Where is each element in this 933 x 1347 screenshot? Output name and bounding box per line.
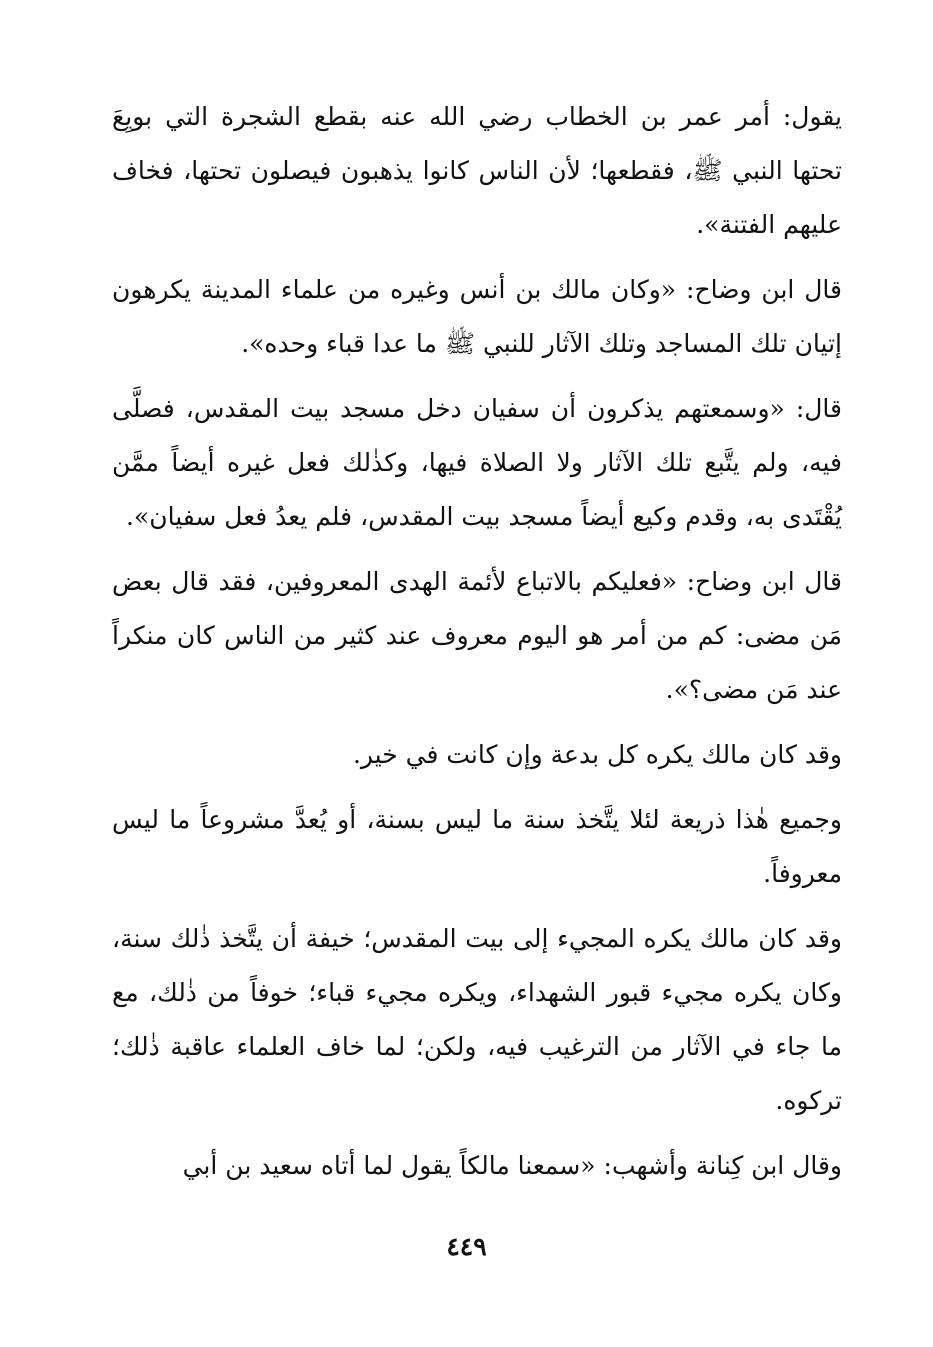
paragraph-1: يقول: أمر عمر بن الخطاب رضي الله عنه بقطع الشجرة التي بويِعَ تحتها النبي ﷺ، فقطعها؛ لأن الناس كانوا يذهبون فيصلون تحتها، فخاف عليهم الفتنة». <box>112 102 842 239</box>
paragraph-8: وقال ابن كِنانة وأشهب: «سمعنا مالكاً يقول لما أتاه سعيد بن أبي <box>182 1151 842 1180</box>
paragraph-7: وقد كان مالك يكره المجيء إلى بيت المقدس؛ خيفة أن يتَّخذ ذٰلك سنة، وكان يكره مجيء قبور الشهداء، ويكره مجيء قباء؛ خوفاً من ذٰلك، مع ما جاء في الآثار من الترغيب فيه، ولكن؛ لما خاف العلماء عاقبة ذٰلك؛ تركوه. <box>112 924 842 1115</box>
page-number: ٤٤٩ <box>446 1232 487 1261</box>
paragraph-3: قال: «وسمعتهم يذكرون أن سفيان دخل مسجد بيت المقدس، فصلَّى فيه، ولم يتَّبع تلك الآثار ولا الصلاة فيها، وكذٰلك فعل غيره أيضاً ممَّن يُقْتَدى به، وقدم وكيع أيضاً مسجد بيت المقدس، فلم يعدُ فعل سفيان». <box>112 394 842 531</box>
paragraph-6: وجميع هٰذا ذريعة لئلا يتَّخذ سنة ما ليس بسنة، أو يُعدَّ مشروعاً ما ليس معروفاً. <box>112 805 842 888</box>
paragraph-5: وقد كان مالك يكره كل بدعة وإن كانت في خير. <box>352 740 842 769</box>
paragraph-2: قال ابن وضاح: «وكان مالك بن أنس وغيره من علماء المدينة يكرهون إتيان تلك المساجد وتلك الآثار للنبي ﷺ ما عدا قباء وحده». <box>112 275 842 358</box>
paragraph-4: قال ابن وضاح: «فعليكم بالاتباع لأئمة الهدى المعروفين، فقد قال بعض مَن مضى: كم من أمر هو اليوم معروف عند كثير من الناس كان منكراً عند مَن مضى؟». <box>112 567 842 704</box>
page-body <box>112 90 842 1290</box>
